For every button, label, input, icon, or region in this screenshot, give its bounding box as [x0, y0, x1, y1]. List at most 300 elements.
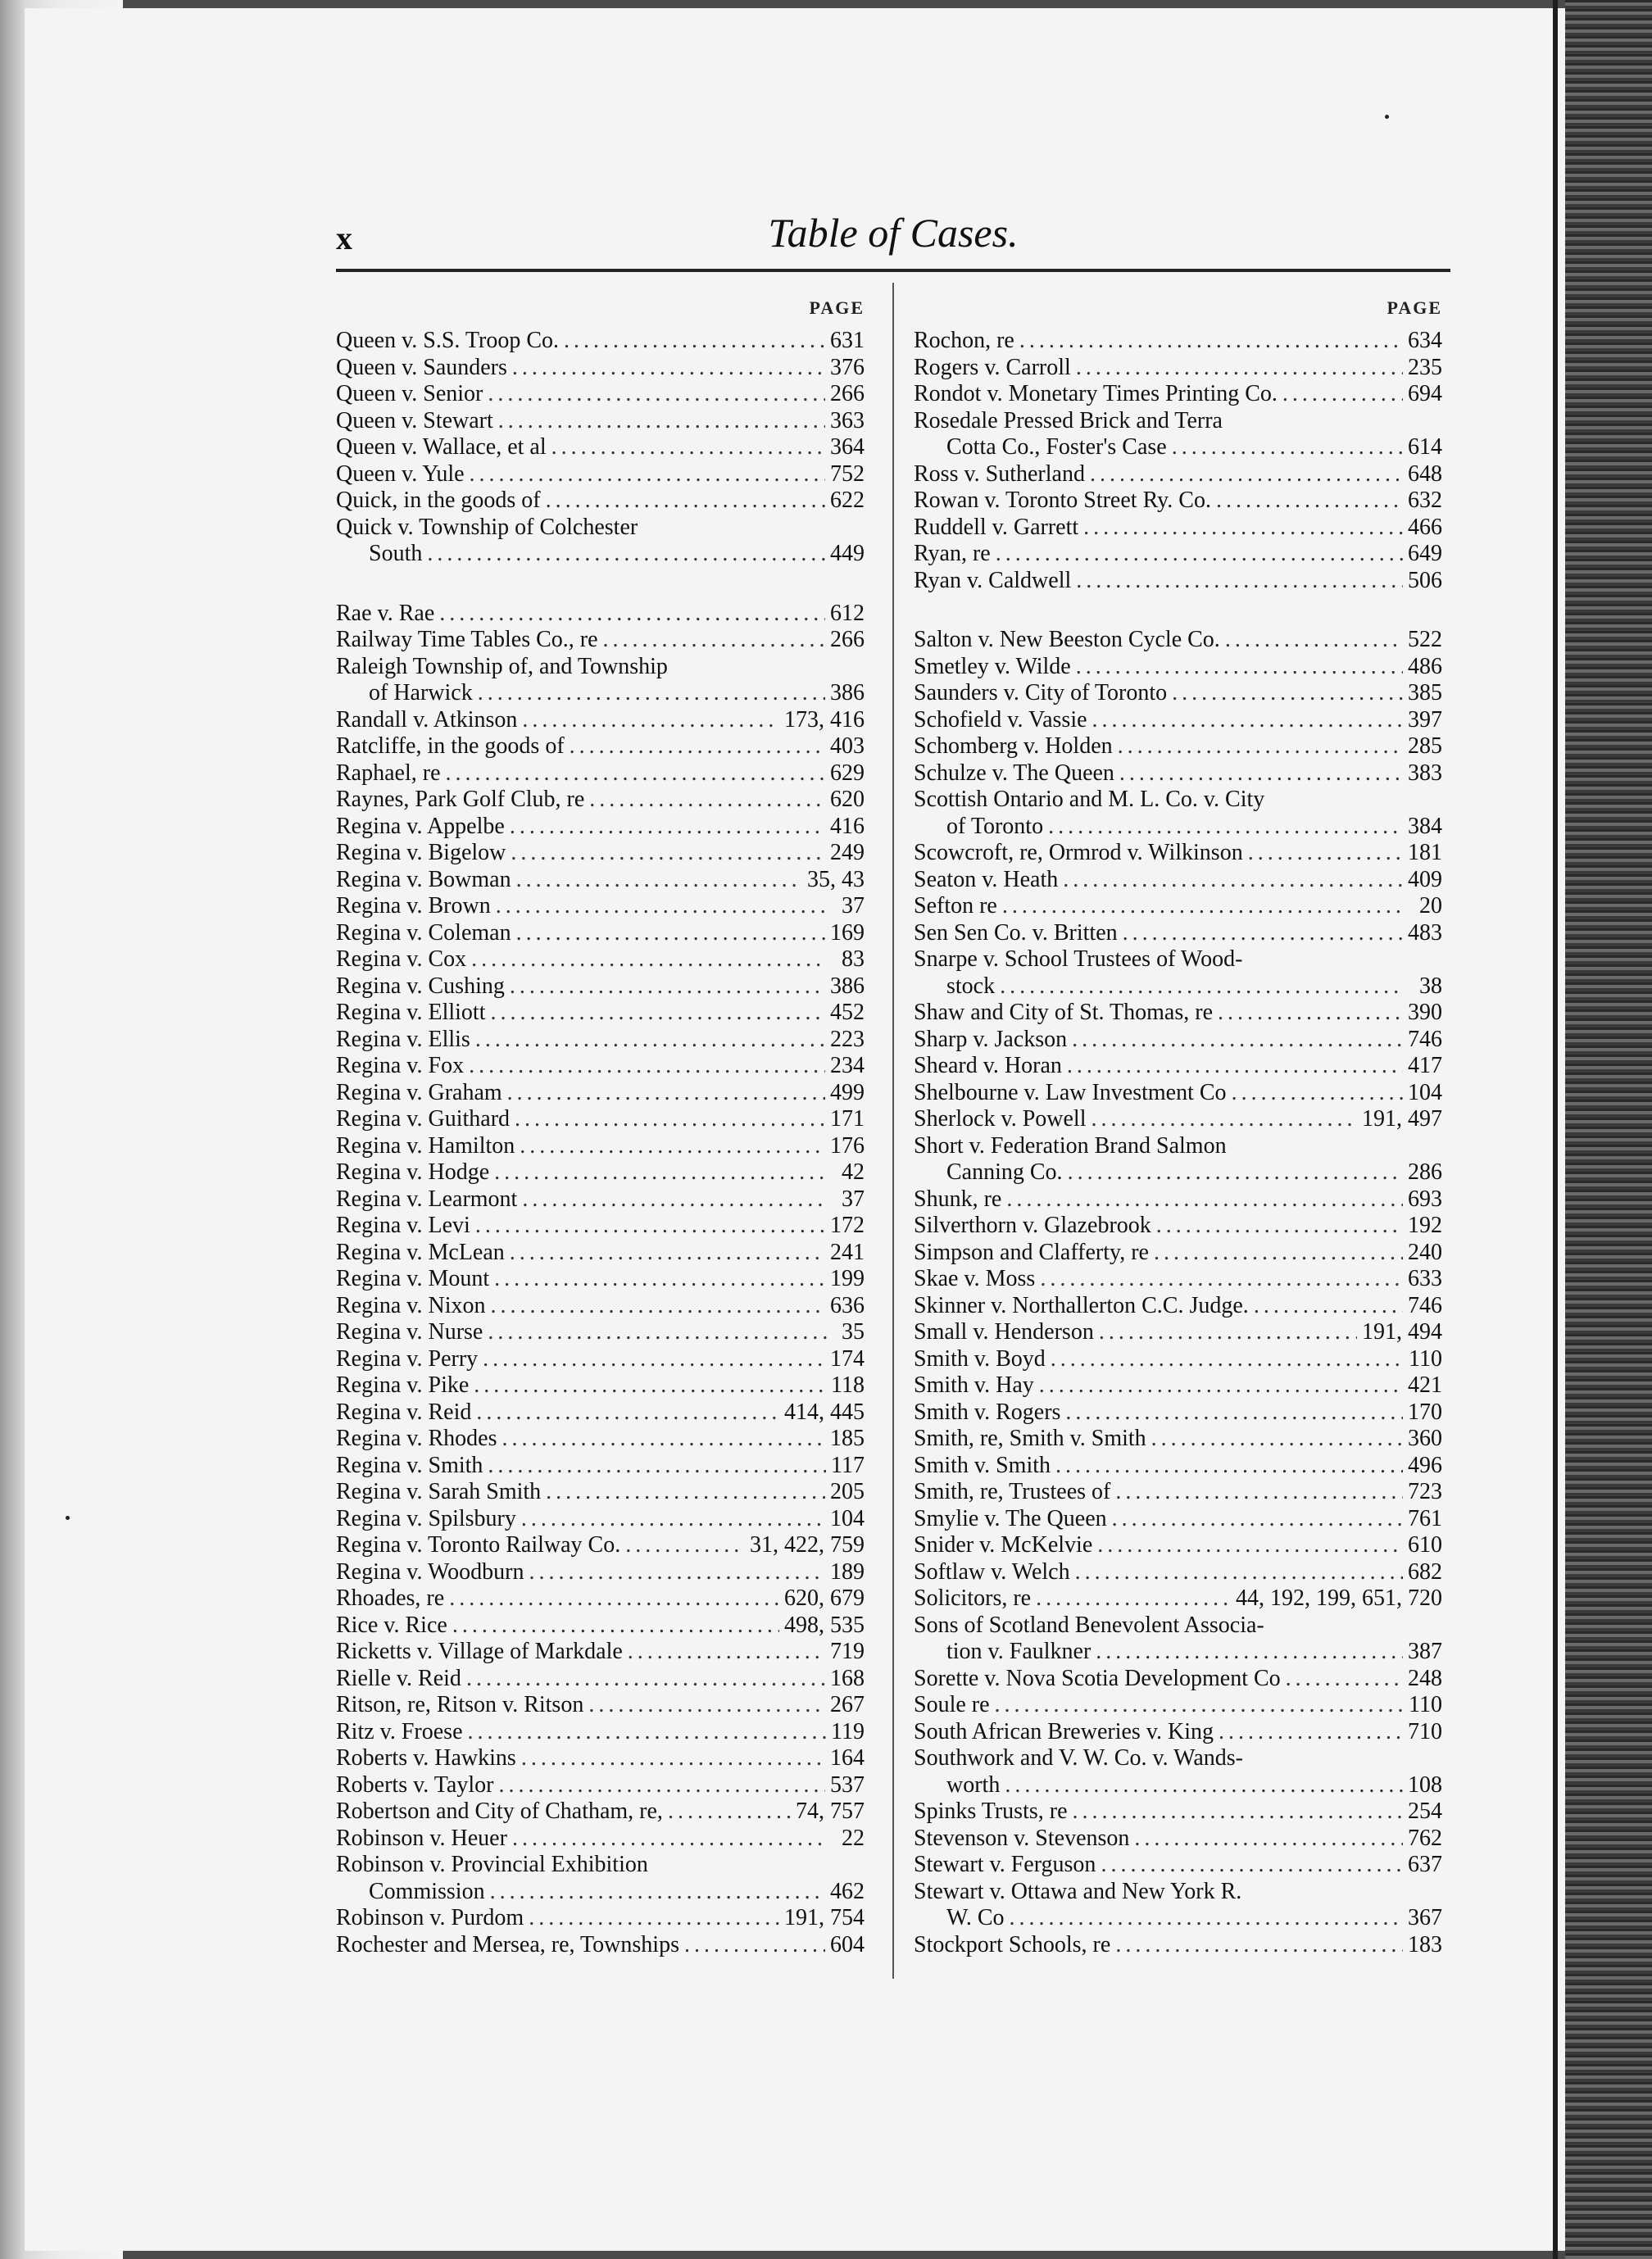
case-entry	[336, 1346, 865, 1373]
case-name: Scowcroft, re, Ormrod v. Wilkinson	[914, 840, 1243, 865]
dot-leader	[1036, 1585, 1231, 1613]
case-name: Sharp v. Jackson	[914, 1026, 1068, 1052]
case-name: Ritson, re, Ritson v. Ritson	[336, 1692, 584, 1717]
page-number: 620	[830, 787, 865, 812]
case-entry	[336, 434, 865, 461]
case-entry	[336, 1532, 865, 1559]
page-number: 537	[830, 1771, 865, 1798]
case-entry	[336, 787, 865, 814]
page-number: 522	[1408, 627, 1442, 652]
dot-leader	[1000, 973, 1405, 1000]
page-number: 383	[1408, 760, 1442, 786]
case-name: Smith v. Smith	[914, 1452, 1051, 1478]
case-entry	[914, 1213, 1442, 1240]
page-number: 254	[1408, 1799, 1442, 1824]
case-name: Regina v. Rhodes	[336, 1426, 497, 1451]
case-entry	[914, 1186, 1442, 1213]
page-number: 634	[1408, 328, 1442, 353]
right-column	[914, 295, 1442, 1958]
dot-leader	[439, 601, 825, 628]
case-name: Smith v. Rogers	[914, 1399, 1061, 1425]
dot-leader	[1219, 1719, 1403, 1746]
dot-leader	[603, 627, 825, 654]
dot-leader	[570, 733, 825, 760]
case-entry	[914, 1080, 1442, 1107]
page-number: 267	[830, 1692, 865, 1717]
case-entry	[336, 1745, 865, 1772]
case-entry	[914, 946, 1442, 973]
case-name: Schulze v. The Queen	[914, 760, 1114, 786]
case-entry	[336, 355, 865, 382]
case-name: W. Co	[946, 1905, 1005, 1930]
page-number: 449	[830, 541, 865, 566]
page-number: 240	[1408, 1239, 1442, 1265]
page-number: 176	[830, 1132, 865, 1159]
case-entry	[914, 1879, 1442, 1906]
dot-leader	[494, 1159, 827, 1186]
case-entry	[336, 1613, 865, 1640]
page-number: 694	[1408, 381, 1442, 406]
case-entry	[336, 1240, 865, 1267]
dot-leader	[1101, 1852, 1403, 1879]
case-entry	[914, 1932, 1442, 1959]
case-entry	[914, 1506, 1442, 1533]
dot-leader	[1248, 840, 1403, 867]
dot-leader	[469, 1053, 825, 1080]
page-number: 384	[1408, 813, 1442, 839]
case-entry	[336, 760, 865, 787]
case-entry	[914, 568, 1442, 595]
case-entry	[336, 1133, 865, 1160]
scan-edge-texture	[1565, 0, 1652, 2259]
case-name: Simpson and Clafferty, re	[914, 1239, 1149, 1265]
case-entry-continuation	[914, 434, 1442, 461]
case-entry	[336, 1159, 865, 1186]
case-name: Roberts v. Hawkins	[336, 1745, 516, 1771]
case-name: Regina v. Hodge	[336, 1159, 490, 1185]
dot-leader	[1006, 1186, 1403, 1213]
case-entry-continuation	[914, 1639, 1442, 1666]
case-entry	[336, 733, 865, 760]
dot-leader	[996, 541, 1403, 568]
page-header	[336, 209, 1450, 266]
case-entry-continuation	[914, 1905, 1442, 1932]
page-number: 498, 535	[784, 1612, 865, 1638]
page-number: 506	[1408, 567, 1442, 593]
dot-leader	[1232, 1080, 1403, 1107]
page-number: 385	[1408, 680, 1442, 705]
page-number: 620, 679	[784, 1585, 865, 1611]
case-entry	[914, 1799, 1442, 1826]
case-name: Shunk, re	[914, 1186, 1002, 1212]
dot-leader	[521, 1506, 825, 1533]
case-entry	[914, 1027, 1442, 1054]
dot-leader	[1216, 488, 1403, 515]
case-name: Cotta Co., Foster's Case	[946, 434, 1167, 460]
dot-leader	[529, 1559, 826, 1586]
case-entry	[336, 1826, 865, 1853]
case-entry	[336, 1852, 865, 1879]
case-name: Regina v. Woodburn	[336, 1558, 524, 1585]
case-entry	[914, 1319, 1442, 1346]
case-name: Regina v. Ellis	[336, 1026, 470, 1052]
dot-leader	[491, 1293, 826, 1320]
page-number: 174	[830, 1345, 865, 1372]
case-name: Regina v. Smith	[336, 1452, 483, 1478]
case-name: Rae v. Rae	[336, 600, 435, 626]
dot-leader	[1068, 1159, 1403, 1186]
case-entry	[336, 328, 865, 355]
case-entry	[914, 920, 1442, 947]
dot-leader	[1076, 654, 1403, 681]
page-number: 181	[1408, 840, 1442, 865]
case-entry-continuation	[914, 1159, 1442, 1186]
case-entry	[336, 893, 865, 920]
dot-leader	[1055, 1453, 1403, 1480]
dot-leader	[1097, 1532, 1403, 1559]
case-name: Railway Time Tables Co., re	[336, 627, 598, 652]
case-name: Scottish Ontario and M. L. Co. v. City	[914, 787, 1265, 812]
page-number: 173, 416	[784, 706, 865, 733]
case-entry	[336, 1426, 865, 1453]
case-name: Raleigh Township of, and Township	[336, 653, 668, 679]
dot-leader	[1010, 1905, 1403, 1932]
case-name: Regina v. Levi	[336, 1213, 470, 1238]
case-name: tion v. Faulkner	[946, 1639, 1092, 1664]
case-entry	[914, 1426, 1442, 1453]
page-column-heading: PAGE	[1386, 297, 1442, 318]
case-name: Snider v. McKelvie	[914, 1532, 1093, 1558]
page-number: 235	[1408, 354, 1442, 380]
page-number: 191, 494	[1362, 1319, 1442, 1345]
case-entry	[336, 1293, 865, 1320]
case-name: Sons of Scotland Benevolent Associa-	[914, 1612, 1264, 1638]
dot-leader	[1076, 568, 1403, 595]
case-name: Regina v. Bowman	[336, 866, 511, 892]
case-name: Regina v. Toronto Railway Co.	[336, 1532, 621, 1558]
case-name: Salton v. New Beeston Cycle Co.	[914, 627, 1220, 652]
case-name: Sherlock v. Powell	[914, 1106, 1087, 1132]
page-number: 390	[1408, 1000, 1442, 1025]
case-name: Smetley v. Wilde	[914, 653, 1071, 679]
page-number: 363	[830, 407, 865, 433]
case-entry	[336, 488, 865, 515]
case-name: Rochester and Mersea, re, Townships	[336, 1931, 679, 1957]
case-entry	[914, 654, 1442, 681]
dot-leader	[551, 434, 825, 461]
case-name: Sefton re	[914, 893, 997, 919]
page-number: 168	[830, 1665, 865, 1691]
page-edge-line	[1553, 0, 1558, 2259]
dot-leader	[507, 1080, 825, 1107]
case-name: Ricketts v. Village of Markdale	[336, 1639, 623, 1664]
case-name: Spinks Trusts, re	[914, 1799, 1068, 1824]
dot-leader	[1039, 1372, 1403, 1399]
group-gap	[914, 594, 1442, 627]
group-gap	[336, 568, 865, 601]
dot-leader	[1156, 1213, 1403, 1240]
page-number: 189	[830, 1558, 865, 1585]
case-name: Robinson v. Heuer	[336, 1825, 507, 1851]
page-number: 35, 43	[807, 866, 865, 892]
case-entry	[336, 515, 865, 542]
dot-leader	[1051, 1346, 1404, 1373]
case-entry	[914, 1266, 1442, 1293]
case-entry	[914, 1240, 1442, 1267]
case-name: of Toronto	[946, 813, 1044, 839]
page-number: 266	[830, 627, 865, 652]
case-entry	[336, 1666, 865, 1693]
case-entry	[914, 1826, 1442, 1853]
dot-leader	[446, 760, 826, 787]
folio-number: x	[336, 220, 352, 256]
left-group-2	[336, 601, 865, 1959]
page-number: 746	[1408, 1026, 1442, 1052]
case-name: Queen v. S.S. Troop Co.	[336, 328, 560, 353]
case-name: South	[369, 541, 423, 566]
case-entry	[914, 1453, 1442, 1480]
dot-leader	[995, 1692, 1405, 1719]
page-number: 169	[830, 919, 865, 946]
dot-leader	[1076, 355, 1403, 382]
page-number: 104	[1408, 1079, 1442, 1105]
page-number: 185	[830, 1426, 865, 1451]
case-entry	[914, 1372, 1442, 1399]
case-name: Schofield v. Vassie	[914, 706, 1087, 733]
dot-leader	[515, 1106, 825, 1133]
case-entry	[336, 1692, 865, 1719]
page-number: 614	[1408, 434, 1442, 460]
page-number: 110	[1409, 1345, 1442, 1372]
case-entry	[336, 1799, 865, 1826]
dot-leader	[628, 1639, 825, 1666]
page-number: 108	[1408, 1771, 1442, 1798]
page-number: 164	[830, 1745, 865, 1771]
case-name: Saunders v. City of Toronto	[914, 680, 1168, 705]
dot-leader	[625, 1532, 745, 1559]
case-name: Queen v. Saunders	[336, 354, 507, 380]
dot-leader	[529, 1905, 779, 1932]
page-number: 172	[830, 1213, 865, 1238]
dot-leader	[1154, 1240, 1403, 1267]
dot-leader	[488, 1319, 827, 1346]
case-name: Sorette v. Nova Scotia Development Co	[914, 1665, 1281, 1691]
page-number: 118	[831, 1372, 865, 1398]
case-entry	[336, 1905, 865, 1932]
case-entry	[336, 461, 865, 488]
case-name: worth	[946, 1771, 1001, 1798]
page-number: 604	[830, 1931, 865, 1957]
case-name: South African Breweries v. King	[914, 1718, 1214, 1744]
case-name: Skinner v. Northallerton C.C. Judge.	[914, 1292, 1249, 1318]
dot-leader	[510, 973, 825, 1000]
case-entry-continuation	[914, 814, 1442, 841]
case-entry	[336, 1027, 865, 1054]
case-name: Smith, re, Smith v. Smith	[914, 1426, 1146, 1451]
case-entry	[914, 1745, 1442, 1772]
case-entry	[336, 408, 865, 435]
case-entry	[914, 1106, 1442, 1133]
dot-leader	[483, 1346, 825, 1373]
case-entry	[914, 760, 1442, 787]
page-number: 234	[830, 1053, 865, 1078]
case-entry	[914, 1399, 1442, 1427]
page-number: 610	[1408, 1532, 1442, 1558]
page-number: 248	[1408, 1665, 1442, 1691]
case-name: Sen Sen Co. v. Britten	[914, 919, 1118, 946]
case-entry	[914, 1585, 1442, 1613]
case-name: Queen v. Senior	[336, 381, 483, 406]
case-name: Regina v. Cushing	[336, 973, 505, 999]
page-number: 409	[1408, 866, 1442, 892]
case-entry	[914, 408, 1442, 435]
case-entry	[914, 1692, 1442, 1719]
scan-speck	[1385, 115, 1389, 119]
page-number: 483	[1408, 919, 1442, 946]
case-name: Regina v. Bigelow	[336, 840, 506, 865]
case-entry	[336, 973, 865, 1000]
page-number: 636	[830, 1292, 865, 1318]
case-entry	[914, 355, 1442, 382]
page-number: 649	[1408, 541, 1442, 566]
page-number: 612	[830, 600, 865, 626]
case-entry	[914, 893, 1442, 920]
dot-leader	[1063, 867, 1403, 894]
dot-leader	[684, 1932, 825, 1959]
dot-leader	[1092, 707, 1403, 734]
case-entry	[914, 1532, 1442, 1559]
case-name: Smylie v. The Queen	[914, 1505, 1107, 1531]
case-name: Rogers v. Carroll	[914, 354, 1071, 380]
case-entry	[914, 1852, 1442, 1879]
case-entry	[914, 1613, 1442, 1640]
case-entry	[914, 867, 1442, 894]
dot-leader	[512, 1826, 827, 1853]
case-entry	[336, 1639, 865, 1666]
case-entry	[914, 680, 1442, 707]
page-number: 416	[830, 813, 865, 839]
case-entry-continuation	[914, 1772, 1442, 1799]
page-number: 223	[830, 1026, 865, 1052]
page-number: 31, 422, 759	[750, 1532, 865, 1558]
page-number: 403	[830, 733, 865, 759]
case-name: Regina v. Hamilton	[336, 1132, 515, 1159]
right-group-1	[914, 328, 1442, 594]
case-name: Smith v. Boyd	[914, 1345, 1046, 1372]
page-number: 417	[1408, 1053, 1442, 1078]
case-entry	[914, 1133, 1442, 1160]
case-name: Silverthorn v. Glazebrook	[914, 1213, 1151, 1238]
case-name: Robinson v. Purdom	[336, 1905, 524, 1930]
case-name: Regina v. Mount	[336, 1266, 490, 1291]
page-number: 499	[830, 1079, 865, 1105]
page-number: 199	[830, 1266, 865, 1291]
page-number: 37	[842, 1186, 865, 1212]
dot-leader	[1112, 1506, 1403, 1533]
page-number: 761	[1408, 1505, 1442, 1531]
page-number: 266	[830, 381, 865, 406]
case-name: Rochon, re	[914, 328, 1014, 353]
case-entry	[336, 814, 865, 841]
case-name: Ruddell v. Garrett	[914, 514, 1079, 540]
dot-leader	[520, 1133, 825, 1160]
case-entry	[336, 654, 865, 681]
dot-leader	[668, 1799, 791, 1826]
dot-leader	[1040, 1266, 1403, 1293]
case-entry	[336, 1319, 865, 1346]
page-number: 286	[1408, 1159, 1442, 1185]
dot-leader	[488, 381, 825, 408]
left-column	[336, 295, 865, 1958]
dot-leader	[1282, 381, 1403, 408]
dot-leader	[471, 946, 827, 973]
dot-leader	[474, 1372, 826, 1399]
dot-leader	[476, 1399, 779, 1427]
case-name: Smith v. Hay	[914, 1372, 1034, 1398]
dot-leader	[449, 1585, 779, 1613]
page-number: 74, 757	[796, 1799, 865, 1824]
case-entry	[336, 1186, 865, 1213]
case-entry	[336, 1719, 865, 1746]
case-name: Southwork and V. W. Co. v. Wands-	[914, 1745, 1243, 1771]
dot-leader	[1096, 1639, 1403, 1666]
case-entry	[914, 1666, 1442, 1693]
page-number: 119	[831, 1718, 865, 1744]
dot-leader	[494, 1266, 825, 1293]
dot-leader	[1092, 1106, 1358, 1133]
case-name: Ratcliffe, in the goods of	[336, 733, 565, 759]
dot-leader	[516, 867, 802, 894]
dot-leader	[546, 1479, 825, 1506]
page-number: 421	[1408, 1372, 1442, 1398]
case-entry	[914, 1000, 1442, 1027]
dot-leader	[1119, 760, 1403, 787]
dot-leader	[1067, 1053, 1403, 1080]
dot-leader	[1115, 1932, 1403, 1959]
case-name: Short v. Federation Brand Salmon	[914, 1132, 1227, 1159]
page-number: 83	[842, 946, 865, 972]
case-name: Solicitors, re	[914, 1585, 1032, 1611]
case-entry	[914, 733, 1442, 760]
page-number: 719	[830, 1639, 865, 1664]
case-name: Regina v. Elliott	[336, 1000, 486, 1025]
case-entry	[914, 1293, 1442, 1320]
column-divider	[892, 283, 894, 1979]
dot-leader	[1005, 1772, 1403, 1799]
case-name: Roberts v. Taylor	[336, 1771, 494, 1798]
case-name: Regina v. Perry	[336, 1345, 479, 1372]
dot-leader	[452, 1613, 779, 1640]
case-entry	[914, 1053, 1442, 1080]
case-name: Robertson and City of Chatham, re,	[336, 1799, 663, 1824]
case-entry	[914, 787, 1442, 814]
case-name: Raynes, Park Golf Club, re	[336, 787, 585, 812]
case-name: Ryan v. Caldwell	[914, 567, 1072, 593]
page-number: 397	[1408, 706, 1442, 733]
case-name: Canning Co.	[946, 1159, 1063, 1185]
page-number: 752	[830, 460, 865, 487]
dot-leader	[588, 1692, 825, 1719]
page-number: 20	[1419, 893, 1442, 919]
dot-leader	[511, 840, 825, 867]
case-name: Rondot v. Monetary Times Printing Co.	[914, 381, 1278, 406]
case-name: Rhoades, re	[336, 1585, 445, 1611]
case-entry-continuation	[336, 680, 865, 707]
case-name: of Harwick	[369, 680, 473, 705]
case-entry	[914, 515, 1442, 542]
dot-leader	[490, 1879, 825, 1906]
dot-leader	[1099, 1319, 1357, 1346]
